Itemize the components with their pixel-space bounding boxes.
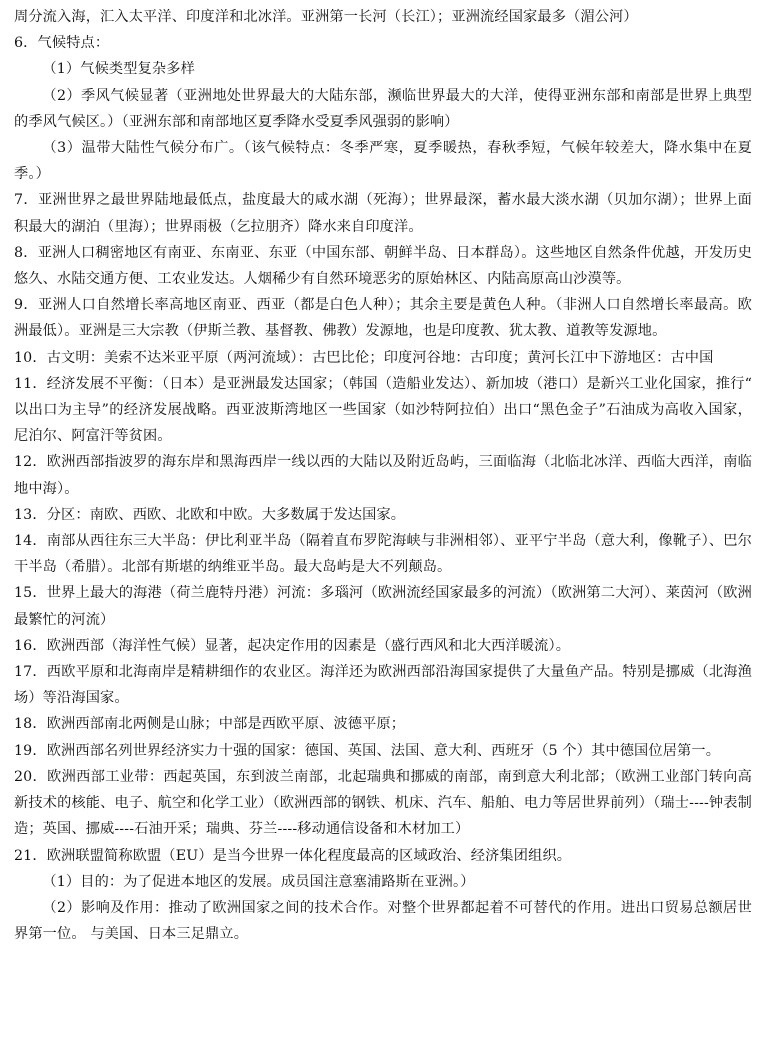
paragraph: （3）温带大陆性气候分布广。（该气候特点：冬季严寒，夏季暖热，春秋季短，气候年较差大，降水集中在夏季。） [14,140,752,183]
paragraph: 11．经济发展不平衡：（日本）是亚洲最发达国家；（韩国（造船业发达）、新加坡（港口）是新兴工业化国家，推行“ 以出口为主导”的经济发展战略。西亚波斯湾地区一些国家（如沙特阿拉伯）出口“黑色金子”石油成为高收入国家，尼泊尔、阿富汗等贫困。 [14,375,752,445]
paragraph: 12．欧洲西部指波罗的海东岸和黑海西岸一线以西的大陆以及附近岛屿，三面临海（北临北冰洋、西临大西洋，南临地中海）。 [14,454,752,497]
paragraph: 17．西欧平原和北海南岸是精耕细作的农业区。海洋还为欧洲西部沿海国家提供了大量鱼产品。特别是挪威（北海渔场）等沿海国家。 [14,664,752,707]
paragraph: （1）目的：为了促进本地区的发展。成员国注意塞浦路斯在亚洲。） [42,873,475,890]
paragraph: （1）气候类型复杂多样 [42,61,195,78]
paragraph: （2）季风气候显著（亚洲地处世界最大的大陆东部，濒临世界最大的大洋，使得亚洲东部和南部是世界上典型的季风气候区。）（亚洲东部和南部地区夏季降水受夏季风强弱的影响） [14,87,752,130]
paragraph: 13．分区：南欧、西欧、北欧和中欧。大多数属于发达国家。 [14,506,406,523]
paragraph: 周分流入海，汇入太平洋、印度洋和北冰洋。亚洲第一长河（长江）；亚洲流经国家最多（湄公河） [14,9,638,25]
paragraph: 14．南部从西往东三大半岛：伊比利亚半岛（隔着直布罗陀海峡与非洲相邻）、亚平宁半岛（意大利，像靴子）、巴尔干半岛（希腊）。北部有斯堪的纳维亚半岛。最大岛屿是大不列颠岛。 [14,533,752,576]
paragraph: 15．世界上最大的海港（荷兰鹿特丹港）河流：多瑙河（欧洲流经国家最多的河流）（欧洲第二大河）、莱茵河（欧洲最繁忙的河流） [14,585,752,628]
paragraph: 20．欧洲西部工业带：西起英国，东到波兰南部，北起瑞典和挪威的南部，南到意大利北部；（欧洲工业部门转向高新技术的核能、电子、航空和化学工业）（欧洲西部的钢铁、机床、汽车、船舶、电力等居世界前列）（瑞士----钟表制造；英国、挪威----石油开采；瑞典、芬兰----移动通信设备和木材加工） [14,768,752,838]
paragraph: 6．气候特点： [14,35,110,52]
paragraph: 21．欧洲联盟简称欧盟（EU）是当今世界一体化程度最高的区域政治、经济集团组织。 [14,847,572,864]
paragraph: 16．欧洲西部（海洋性气候）显著，起决定作用的因素是（盛行西风和北大西洋暖流）。 [14,637,571,654]
paragraph: 7．亚洲世界之最世界陆地最低点，盐度最大的咸水湖（死海）；世界最深，蓄水最大淡水湖（贝加尔湖）；世界上面积最大的湖泊（里海）；世界雨极（乞拉朋齐）降水来自印度洋。 [14,192,752,235]
paragraph: 8．亚洲人口稠密地区有南亚、东南亚、东亚（中国东部、朝鲜半岛、日本群岛）。这些地区自然条件优越，开发历史悠久、水陆交通方便、工农业发达。人烟稀少有自然环境恶劣的原始林区、内陆高原高山沙漠等。 [14,244,752,288]
paragraph: （2）影响及作用：推动了欧洲国家之间的技术合作。对整个世界都起着不可替代的作用。进出口贸易总额居世界第一位。 与美国、日本三足鼎立。 [14,899,752,943]
paragraph: 10．古文明：美索不达米亚平原（两河流域）：古巴比伦；印度河谷地：古印度；黄河长江中下游地区：古中国 [14,349,714,366]
paragraph: 9．亚洲人口自然增长率高地区南亚、西亚（都是白色人种）；其余主要是黄色人种。（非洲人口自然增长率最高。欧洲最低）。亚洲是三大宗教（伊斯兰教、基督教、佛教）发源地，也是印度教、犹太教、道教等发源地。 [14,297,752,340]
paragraph: 18．欧洲西部南北两侧是山脉；中部是西欧平原、波德平原； [14,716,406,733]
paragraph: 19．欧洲西部名列世界经济实力十强的国家：德国、英国、法国、意大利、西班牙（5 个）其中德国位居第一。 [14,742,721,759]
